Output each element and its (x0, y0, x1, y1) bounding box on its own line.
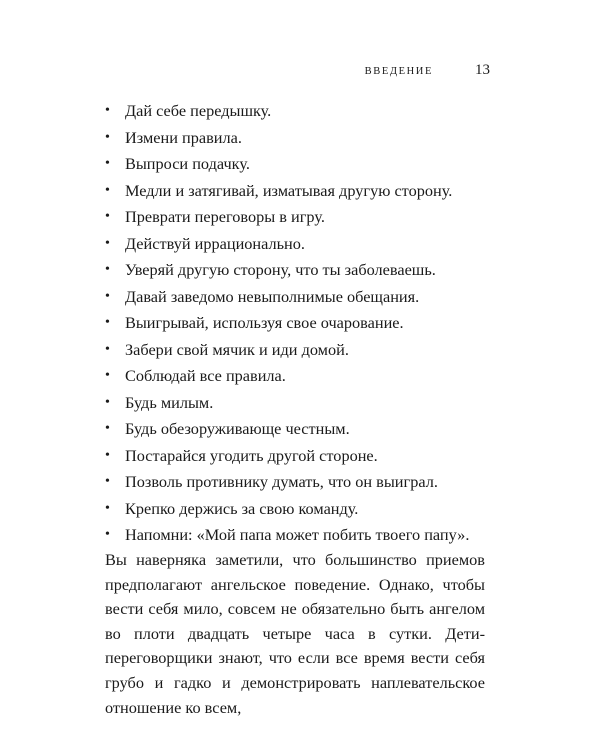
bullet-icon: • (105, 394, 110, 410)
list-item-text: Соблюдай все правила. (125, 366, 286, 385)
list-item (105, 363, 505, 390)
list-item (105, 416, 505, 443)
bullet-icon: • (105, 262, 110, 277)
list-item (105, 204, 505, 231)
list-item (105, 443, 505, 470)
list-item (105, 151, 505, 178)
bullet-icon: • (105, 500, 110, 516)
list-item-text: Давай заведомо невыполнимые обещания. (125, 286, 420, 306)
list-item (105, 178, 505, 205)
bullet-icon: • (105, 341, 110, 357)
running-header (365, 62, 490, 79)
list-item-text: Выпроси подачку. (125, 154, 250, 173)
bullet-icon: • (105, 129, 110, 145)
bullet-icon: • (105, 209, 110, 224)
bullet-icon: • (105, 288, 110, 304)
list-item (105, 390, 505, 417)
list-item-text: Позволь противнику думать, что он выиграл. (125, 472, 438, 491)
bullet-icon: • (105, 447, 110, 463)
list-item-text: Дай себе передышку. (125, 101, 272, 120)
list-item-text: Измени правила. (125, 127, 242, 147)
bullet-icon: • (105, 421, 110, 436)
bullet-icon: • (105, 156, 110, 171)
page-number: 13 (475, 62, 490, 78)
bullet-icon: • (105, 235, 110, 251)
bullet-icon: • (105, 182, 110, 198)
bullet-icon: • (105, 368, 110, 383)
bullet-icon: • (105, 103, 110, 118)
list-item-text: Будь милым. (125, 392, 214, 412)
list-item (105, 125, 505, 152)
list-item (105, 284, 505, 311)
tactics-list (105, 98, 505, 549)
list-item (105, 522, 505, 549)
list-item-text: Напомни: «Мой папа может побить твоего папу». (125, 525, 470, 544)
list-item-text: Будь обезоруживающе честным. (125, 419, 350, 438)
body-paragraph: Вы наверняка заметили, что большинство приемов предполагают ангельское поведение. Однако, чтобы вести себя мило, совсем не обязательно быть ангелом во плоти двадцать четыре часа в сутки. Дети-переговорщики знают, что если все время вести себя грубо и гадко и демонстрировать наплевательское отношение ко всем, (105, 550, 485, 717)
list-item-text: Медли и затягивай, изматывая другую сторону. (125, 180, 453, 200)
list-item-text: Преврати переговоры в игру. (125, 207, 325, 226)
list-item (105, 310, 505, 337)
list-item (105, 496, 505, 523)
list-item (105, 469, 505, 496)
bullet-icon: • (105, 527, 110, 542)
list-item (105, 337, 505, 364)
bullet-icon: • (105, 315, 110, 330)
bullet-icon: • (105, 474, 110, 489)
list-item (105, 231, 505, 258)
list-item-text: Забери свой мячик и иди домой. (125, 339, 349, 359)
list-item-text: Выигрывай, используя свое очарование. (125, 313, 404, 332)
list-item (105, 257, 505, 284)
list-item (105, 98, 505, 125)
list-item-text: Действуй иррационально. (125, 233, 305, 253)
section-title: ВВЕДЕНИЕ (364, 66, 433, 77)
list-item-text: Крепко держись за свою команду. (125, 498, 359, 518)
list-item-text: Уверяй другую сторону, что ты заболеваешь. (125, 260, 436, 279)
list-item-text: Постарайся угодить другой стороне. (125, 445, 378, 465)
